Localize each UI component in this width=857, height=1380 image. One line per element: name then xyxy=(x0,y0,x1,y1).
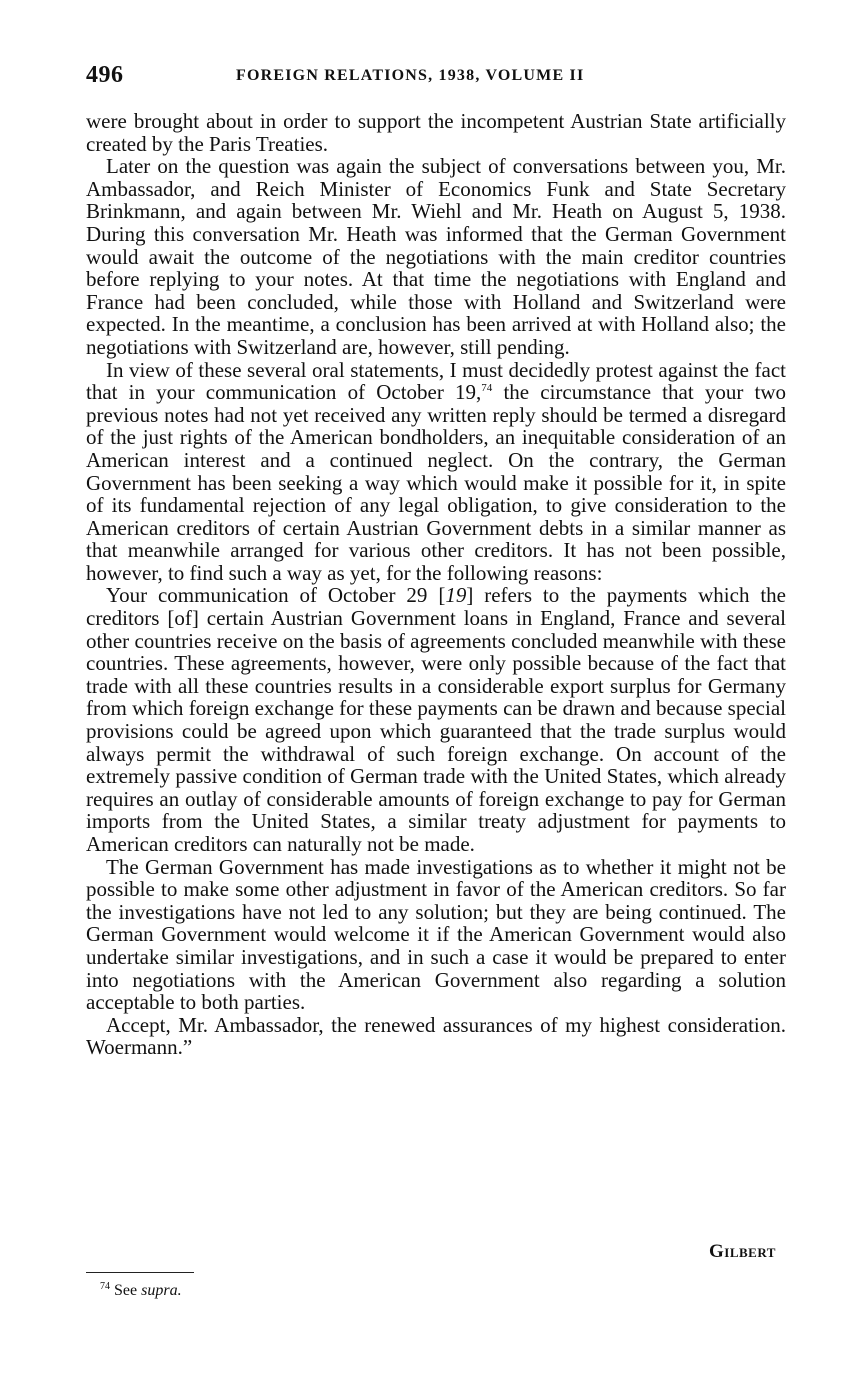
footnote xyxy=(100,1282,182,1300)
footnote-italic: supra. xyxy=(141,1282,182,1299)
running-head: FOREIGN RELATIONS, 1938, VOLUME II xyxy=(236,67,585,84)
editorial-correction: 19 xyxy=(445,583,467,608)
page-number: 496 xyxy=(86,62,124,88)
footnote-text: See xyxy=(114,1282,142,1299)
paragraph-text: The German Government has made investigations as to whether it might not be possible to make some other adjustment in favor of the American creditors. So far the investigations have not led to any solution; but they are being continued. The German Government would welcome it if the American Government would also undertake similar investigations, and in such a case it would be prepared to enter into negotiations with the American Government also regarding a solution acceptable to both parties. xyxy=(86,854,786,1015)
paragraph-closing xyxy=(86,1014,786,1059)
paragraph-text: In view of these several oral statements, I must decidedly protest against the fact that in your communication of October 19, xyxy=(86,357,786,405)
signature: Gilbert xyxy=(709,1241,776,1262)
body-text xyxy=(86,110,786,1059)
paragraph-text: the circumstance that your two previous notes had not yet received any written reply should be termed a disregard of the just rights of the American bondholders, an inequitable consideration of an American interest and a continued neglect. On the contrary, the German Government has been seeking a way which would make it possible for it, in spite of its fundamental rejection of any legal obligation, to give consideration to the American creditors of certain Austrian Government debts in a similar manner as that meanwhile arranged for various other creditors. It has not been possible, however, to find such a way as yet, for the following reasons: xyxy=(86,380,786,585)
paragraph-conversations xyxy=(86,155,786,358)
paragraph-text: ] refers to the payments which the creditors [of] certain Austrian Government loans in England, France and several other countries receive on the basis of agreements concluded meanwhile with these countries. These agreements, however, were only possible because of the fact that trade with all these countries results in a considerable export surplus for Germany from which foreign exchange for these payments can be drawn and because special provisions could be agreed upon which guaranteed that the trade surplus would always permit the withdrawal of such foreign exchange. On account of the extremely passive condition of German trade with the United States, which already requires an outlay of considerable amounts of foreign exchange to pay for German imports from the United States, a similar treaty adjustment for payments to American creditors can naturally not be made. xyxy=(86,583,786,856)
paragraph-text: Accept, Mr. Ambassador, the renewed assurances of my highest consideration. Woermann.” xyxy=(86,1012,786,1060)
paragraph-investigations xyxy=(86,856,786,1014)
footnote-reference: 74 xyxy=(481,382,493,395)
paragraph-text: Later on the question was again the subject of conversations between you, Mr. Ambassador, and Reich Minister of Economics Funk and State Secretary Brinkmann, and again between Mr. Wiehl and Mr. Heath on August 5, 1938. During this conversation Mr. Heath was informed that the German Government would await the outcome of the negotiations with the main creditor countries before replying to your notes. At that time the negotiations with England and France had been concluded, while those with Holland and Switzerland were expected. In the meantime, a conclusion has been arrived at with Holland also; the negotiations with Switzerland are, however, still pending. xyxy=(86,154,786,359)
paragraph-reasons xyxy=(86,584,786,855)
footnote-mark: 74 xyxy=(100,1280,110,1292)
page-header xyxy=(86,62,786,94)
footnote-divider xyxy=(86,1272,194,1273)
paragraph-text: were brought about in order to support the incompetent Austrian State artificially created by the Paris Treaties. xyxy=(86,109,786,156)
paragraph-protest xyxy=(86,359,786,585)
paragraph-continuation xyxy=(86,110,786,155)
paragraph-text: Your communication of October 29 [ xyxy=(106,583,446,608)
